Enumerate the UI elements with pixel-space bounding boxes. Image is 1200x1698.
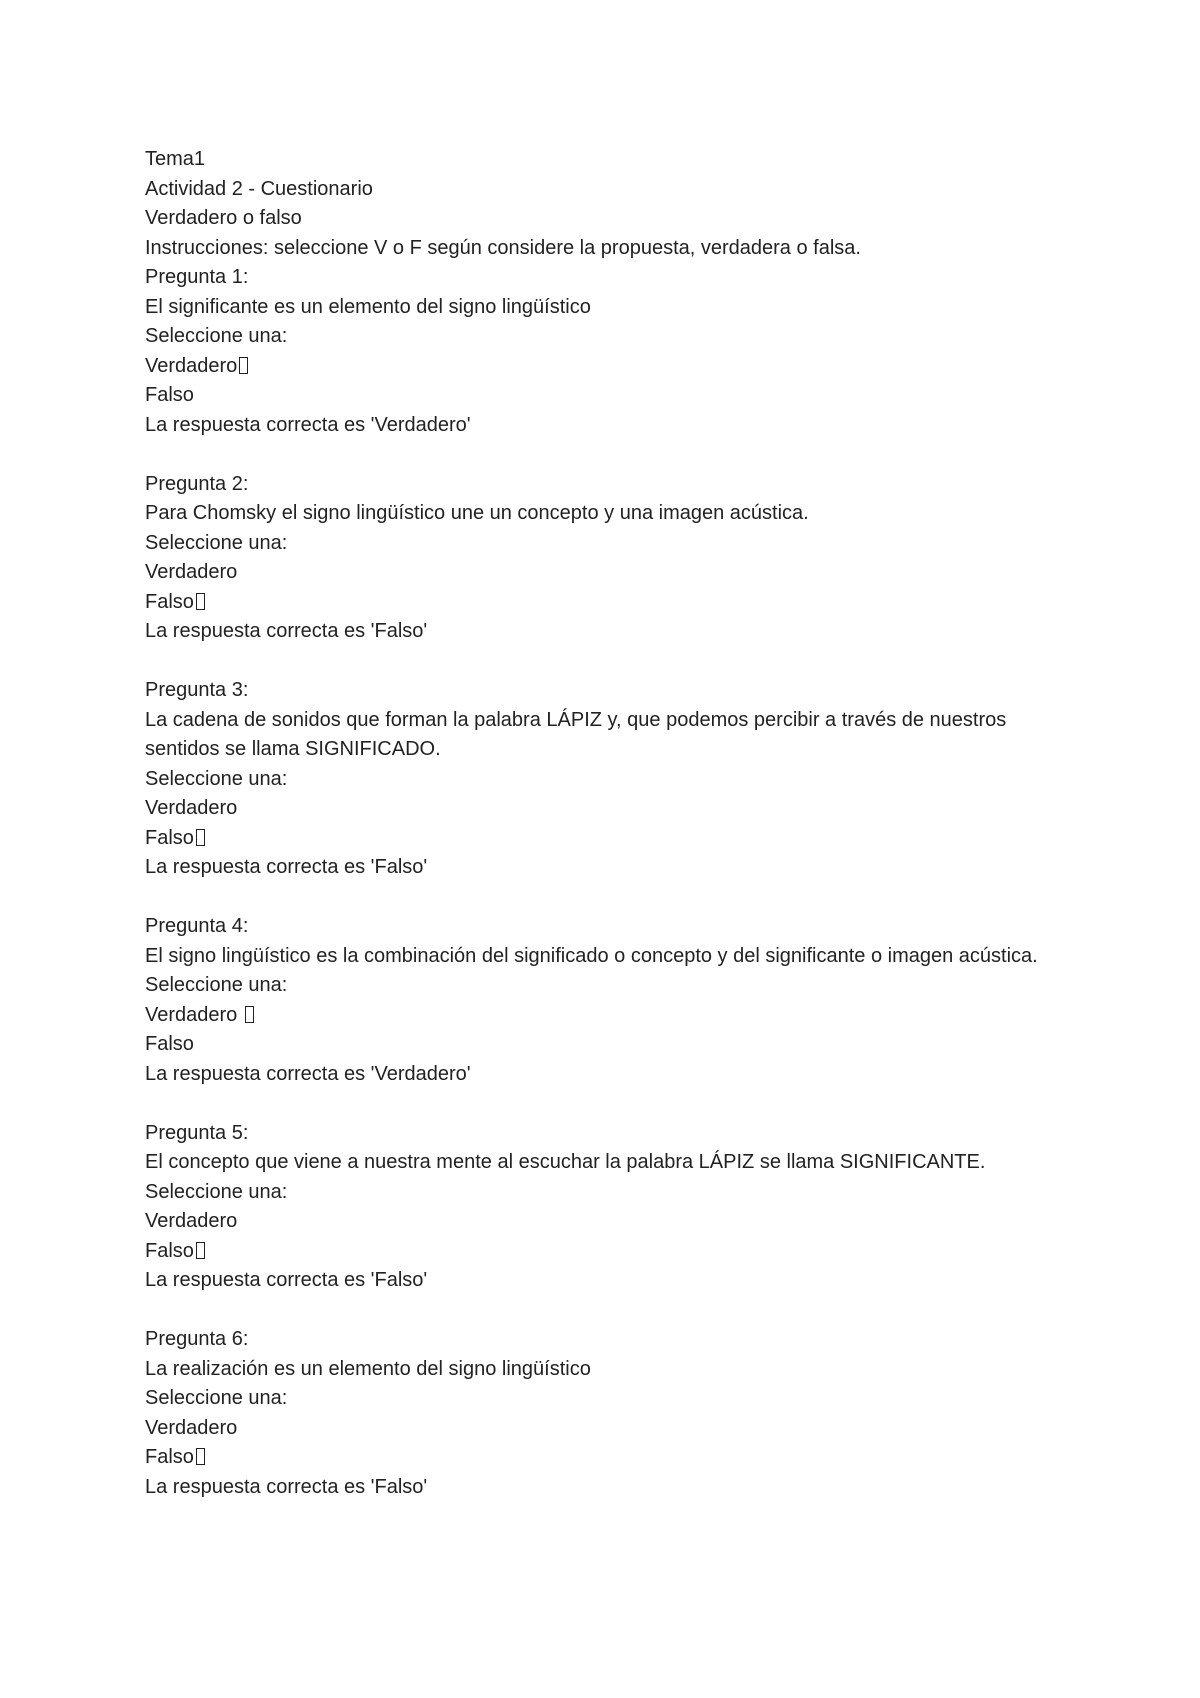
option-true: [145, 1414, 1065, 1444]
option-false: [145, 1443, 1065, 1473]
option-true-label: Verdadero: [145, 1003, 238, 1026]
checkmark-icon: [239, 357, 248, 374]
quiz-type: Verdadero o falso: [145, 207, 302, 229]
topic-title: Tema1: [145, 148, 206, 170]
option-true-label: Verdadero: [145, 354, 238, 377]
question-text: Para Chomsky el signo lingüístico une un concepto y una imagen acústica.: [145, 502, 809, 524]
question-label: Pregunta 4:: [145, 915, 249, 937]
option-true: [145, 558, 1065, 588]
option-false-label: Falso: [145, 1239, 194, 1262]
checkmark-icon: [196, 829, 205, 846]
question-text: El concepto que viene a nuestra mente al escuchar la palabra LÁPIZ se llama SIGNIFICANTE.: [145, 1151, 986, 1173]
option-false: [145, 824, 1065, 854]
question-text: La cadena de sonidos que forman la palabra LÁPIZ y, que podemos percibir a través de nuestros sentidos se llama SIGNIFICADO.: [145, 708, 1007, 760]
spacer: [145, 883, 1065, 913]
checkmark-icon: [196, 1242, 205, 1259]
checkmark-icon: [245, 1006, 254, 1023]
select-prompt: Seleccione una:: [145, 1180, 288, 1203]
instructions: Instrucciones: seleccione V o F según considere la propuesta, verdadera o falsa.: [145, 236, 861, 259]
question-6: [145, 1325, 1065, 1502]
option-true: [145, 352, 1065, 382]
correct-answer: La respuesta correcta es 'Falso': [145, 1269, 428, 1291]
question-label: Pregunta 5:: [145, 1121, 249, 1144]
option-false-label: Falso: [145, 1446, 194, 1468]
select-prompt: Seleccione una:: [145, 531, 288, 554]
spacer: [145, 440, 1065, 470]
option-true: [145, 1001, 1065, 1031]
spacer: [145, 1089, 1065, 1119]
correct-answer: La respuesta correcta es 'Verdadero': [145, 413, 471, 436]
spacer: [145, 647, 1065, 677]
question-text: El signo lingüístico es la combinación del significado o concepto y del significante o imagen acústica.: [145, 944, 1038, 967]
select-prompt: Seleccione una:: [145, 325, 288, 347]
correct-answer: La respuesta correcta es 'Verdadero': [145, 1062, 471, 1085]
question-label: Pregunta 6:: [145, 1328, 249, 1350]
correct-answer: La respuesta correcta es 'Falso': [145, 620, 428, 642]
option-true-label: Verdadero: [145, 1416, 238, 1439]
question-text: El significante es un elemento del signo lingüístico: [145, 295, 591, 318]
option-false-label: Falso: [145, 384, 194, 406]
activity-title: Actividad 2 - Cuestionario: [145, 177, 373, 200]
option-false: [145, 1237, 1065, 1267]
option-true: [145, 1207, 1065, 1237]
correct-answer: La respuesta correcta es 'Falso': [145, 856, 428, 878]
option-false-label: Falso: [145, 590, 194, 613]
select-prompt: Seleccione una:: [145, 974, 288, 996]
option-true-label: Verdadero: [145, 561, 238, 583]
question-1: [145, 263, 1065, 440]
option-false-label: Falso: [145, 826, 194, 849]
option-false: [145, 381, 1065, 411]
question-label: Pregunta 2:: [145, 472, 249, 495]
question-5: [145, 1119, 1065, 1296]
correct-answer: La respuesta correcta es 'Falso': [145, 1475, 428, 1498]
option-false: [145, 588, 1065, 618]
question-label: Pregunta 3:: [145, 679, 249, 701]
option-true: [145, 794, 1065, 824]
question-label: Pregunta 1:: [145, 266, 249, 288]
question-4: [145, 912, 1065, 1089]
select-prompt: Seleccione una:: [145, 1387, 288, 1409]
document-page: [145, 145, 1065, 1502]
option-false: [145, 1030, 1065, 1060]
spacer: [145, 1296, 1065, 1326]
option-true-label: Verdadero: [145, 797, 238, 819]
question-text: La realización es un elemento del signo lingüístico: [145, 1357, 591, 1380]
option-false-label: Falso: [145, 1033, 194, 1055]
select-prompt: Seleccione una:: [145, 767, 288, 790]
question-3: [145, 676, 1065, 883]
question-2: [145, 470, 1065, 647]
checkmark-icon: [196, 593, 205, 610]
option-true-label: Verdadero: [145, 1210, 238, 1232]
checkmark-icon: [196, 1448, 205, 1465]
